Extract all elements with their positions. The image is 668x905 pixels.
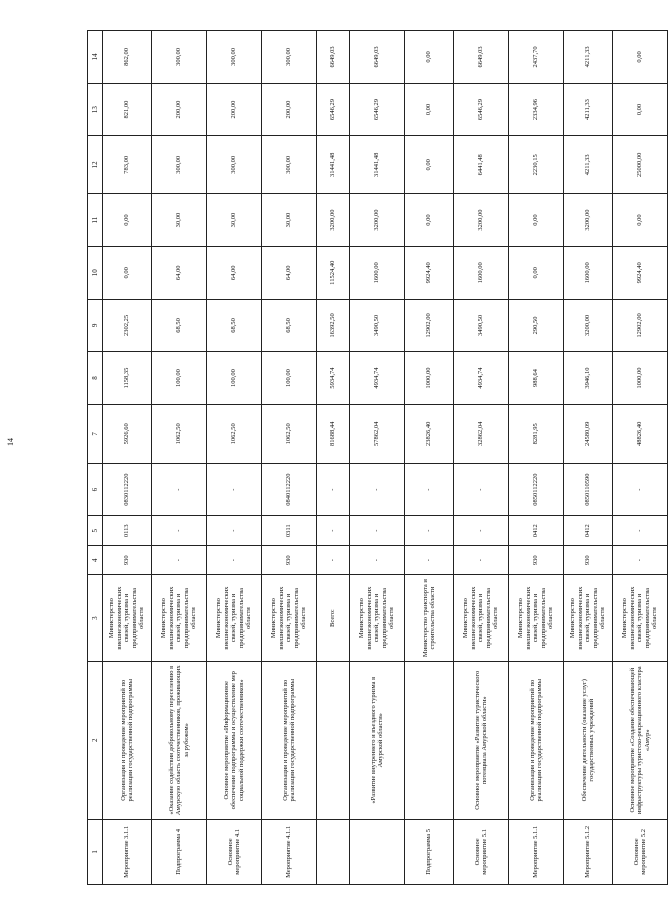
table-cell: 0,00 [405,31,454,84]
table-cell: 24580,09 [564,404,613,463]
column-header: 8 [88,352,103,405]
column-header: 13 [88,83,103,136]
table-cell: Министерство внешнеэкономических связей, туризма и предпринимательства области [152,575,207,661]
page-number: 14 [6,438,15,446]
table-cell: 100,00 [152,352,207,405]
table-cell: 1600,00 [564,246,613,299]
table-cell: 0,00 [405,194,454,247]
table-cell: 862,00 [103,31,152,84]
table-cell: 0,00 [405,136,454,194]
table-cell: 81688,44 [317,404,350,463]
table-cell: 1000,00 [613,352,668,405]
column-header: 5 [88,516,103,545]
table-row [262,31,317,885]
table-cell: 930 [564,545,613,574]
table-cell: 300,00 [152,136,207,194]
table-cell: 31441,48 [350,136,405,194]
table-cell: - [613,516,668,545]
table-cell: 9924,40 [405,246,454,299]
table-cell: 1600,00 [350,246,405,299]
table-cell: Основное мероприятие 4.1 [207,819,262,884]
table-cell: 2302,25 [103,299,152,352]
table-cell: 0840112220 [262,463,317,516]
table-cell: 100,00 [262,352,317,405]
table-cell: Мероприятие 5.1.2 [564,819,613,884]
table-cell: 1062,50 [262,404,317,463]
table-cell: - [405,463,454,516]
rotated-page [85,0,659,905]
table-cell: Основное мероприятие «Развитие туристического потенциала Амурской области» [454,661,509,819]
table-cell: 6649,03 [454,31,509,84]
table-cell: Министерство внешнеэкономических связей, туризма и предпринимательства области [207,575,262,661]
table-cell: Министерство внешнеэкономических связей, туризма и предпринимательства области [262,575,317,661]
column-header: 6 [88,463,103,516]
table-cell: 300,00 [152,31,207,84]
table-cell [350,819,405,884]
table-cell: 64,00 [152,246,207,299]
table-row [613,31,668,885]
table-cell: 48826,40 [613,404,668,463]
table-cell: 1158,35 [103,352,152,405]
table-cell: 4934,74 [350,352,405,405]
table-cell: 4211,33 [564,31,613,84]
table-cell: 988,64 [509,352,564,405]
table-cell: 68,50 [207,299,262,352]
table-cell: Мероприятие 5.1.1 [509,819,564,884]
table-cell: Обеспечение деятельности (оказание услуг) государственных учреждений [564,661,613,819]
table-cell: 3200,00 [564,299,613,352]
table-cell: - [405,545,454,574]
table-cell: Организация и проведение мероприятий по реализации государственной подпрограммы [509,661,564,819]
table-cell: 200,00 [262,83,317,136]
table-cell: 3946,10 [564,352,613,405]
table-cell: 64,00 [262,246,317,299]
table-cell: - [613,463,668,516]
table-cell: 68,50 [262,299,317,352]
table-cell: 300,00 [207,136,262,194]
table-cell: - [454,463,509,516]
table-cell: Подпрограмма 4 [152,819,207,884]
table-cell: 0850110590 [564,463,613,516]
table-row [350,31,405,885]
table-cell: 0850112220 [509,463,564,516]
table-cell [317,819,350,884]
table-cell: 3490,50 [350,299,405,352]
table-cell: - [152,463,207,516]
table-cell: 300,00 [262,31,317,84]
table-cell: 12902,00 [405,299,454,352]
column-header: 3 [88,575,103,661]
table-row [454,31,509,885]
table-cell: 0113 [103,516,152,545]
table-cell: 12902,00 [613,299,668,352]
table-cell: 200,00 [152,83,207,136]
table-cell: 0412 [509,516,564,545]
table-row [405,31,454,885]
table-cell: 290,50 [509,299,564,352]
table-cell: - [317,463,350,516]
table-cell: 100,00 [207,352,262,405]
table-cell: 930 [103,545,152,574]
table-cell: - [207,516,262,545]
table-cell: Основное мероприятие «Создание обеспечивающей инфраструктуры туристско-рекреационного кластера «Амур» [613,661,668,819]
table-row [509,31,564,885]
table-body [88,31,668,885]
table-cell: 3200,00 [350,194,405,247]
table-cell: 3200,00 [454,194,509,247]
column-header: 14 [88,31,103,84]
table-cell: 9924,40 [613,246,668,299]
table-cell: Министерство транспорта и строительства области [405,575,454,661]
table-row [152,31,207,885]
table-cell: - [152,516,207,545]
table-cell: 3200,00 [317,194,350,247]
table-cell: «Развитие внутреннего и въездного туризма в Амурской области» [350,661,405,819]
table-cell: 3200,00 [564,194,613,247]
table-cell: 0,00 [405,83,454,136]
column-header: 12 [88,136,103,194]
budget-table [87,30,668,885]
table-cell: 1062,50 [207,404,262,463]
table-cell: 0,00 [613,31,668,84]
table-cell: - [454,516,509,545]
header-row [88,31,103,885]
table-cell: 3490,50 [454,299,509,352]
table-cell: 2334,96 [509,83,564,136]
table-cell: Министерство внешнеэкономических связей, туризма и предпринимательства области [103,575,152,661]
table-cell: 821,00 [103,83,152,136]
table-cell: 0,00 [103,194,152,247]
table-cell: - [207,463,262,516]
table-cell: 930 [509,545,564,574]
table-cell: 6546,29 [350,83,405,136]
table-cell: «Оказание содействия добровольному переселению в Амурскую область соотечественников, проживающих за рубежом» [152,661,207,819]
table-cell: 1062,50 [152,404,207,463]
table-cell: - [350,516,405,545]
table-cell: 4211,33 [564,83,613,136]
table-cell: 68,50 [152,299,207,352]
table-cell: Министерство внешнеэкономических связей, туризма и предпринимательства области [509,575,564,661]
table-cell: 8281,95 [509,404,564,463]
table-cell: 930 [262,545,317,574]
table-cell: 30,00 [207,194,262,247]
table-cell: 4934,74 [454,352,509,405]
table-cell: Организация и проведение мероприятий по реализации государственной подпрограммы [262,661,317,819]
table-cell: - [613,545,668,574]
table-cell: 30,00 [152,194,207,247]
table-cell: 6649,03 [317,31,350,84]
table-cell: Основное мероприятие 5.2 [613,819,668,884]
table-cell [405,661,454,819]
table-cell: Министерство внешнеэкономических связей, туризма и предпринимательства области [613,575,668,661]
table-cell: 0,00 [613,83,668,136]
table-cell: Подпрограмма 5 [405,819,454,884]
table-cell: Министерство внешнеэкономических связей, туризма и предпринимательства области [350,575,405,661]
table-row [317,31,350,885]
column-header: 1 [88,819,103,884]
table-cell: Министерство внешнеэкономических связей, туризма и предпринимательства области [564,575,613,661]
table-cell: - [454,545,509,574]
table-cell: - [207,545,262,574]
table-cell: 57862,04 [350,404,405,463]
table-cell: 64,00 [207,246,262,299]
table-cell: 2437,70 [509,31,564,84]
table-cell: 300,00 [207,31,262,84]
table-cell: 0412 [564,516,613,545]
table-cell: 6546,29 [454,83,509,136]
table-cell: - [317,516,350,545]
table-cell: Мероприятие 3.1.1 [103,819,152,884]
column-header: 9 [88,299,103,352]
table-cell: 25000,00 [613,136,668,194]
table-cell: 783,00 [103,136,152,194]
table-cell: 6546,29 [317,83,350,136]
table-cell: 16392,50 [317,299,350,352]
table-cell: Основное мероприятие 5.1 [454,819,509,884]
table-cell: 5926,60 [103,404,152,463]
table-cell: 4211,33 [564,136,613,194]
column-header: 2 [88,661,103,819]
table-cell: 0,00 [509,246,564,299]
table-cell: 6649,03 [350,31,405,84]
table-cell: - [152,545,207,574]
table-cell: 0830112220 [103,463,152,516]
table-cell: 200,00 [207,83,262,136]
table-cell: Организация и проведение мероприятий по реализации государственной подпрограммы [103,661,152,819]
table-cell: 31441,48 [317,136,350,194]
table-row [207,31,262,885]
table-cell: - [405,516,454,545]
table-cell: 1600,00 [454,246,509,299]
table-cell [317,661,350,819]
table-cell: 1000,00 [405,352,454,405]
table-cell: 0,00 [509,194,564,247]
column-header: 10 [88,246,103,299]
table-cell: 0311 [262,516,317,545]
table-cell: Министерство внешнеэкономических связей, туризма и предпринимательства области [454,575,509,661]
table-cell: - [350,545,405,574]
table-cell: 0,00 [103,246,152,299]
table-cell: 30,00 [262,194,317,247]
table-cell: 0,00 [613,194,668,247]
column-header: 7 [88,404,103,463]
table-cell: Мероприятие 4.1.1 [262,819,317,884]
table-cell: 5934,74 [317,352,350,405]
table-cell: 2230,15 [509,136,564,194]
table-cell: - [350,463,405,516]
table-cell: 32862,04 [454,404,509,463]
table-cell: 23826,40 [405,404,454,463]
column-header: 11 [88,194,103,247]
table-cell: - [317,545,350,574]
table-cell: Всего: [317,575,350,661]
table-cell: 300,00 [262,136,317,194]
table-row [564,31,613,885]
table-cell: Основное мероприятие «Информационное обеспечение подпрограммы и осуществление мер социальной поддержки соотечественников» [207,661,262,819]
table-cell: 6441,48 [454,136,509,194]
table-row [103,31,152,885]
table-cell: 11524,40 [317,246,350,299]
column-header: 4 [88,545,103,574]
